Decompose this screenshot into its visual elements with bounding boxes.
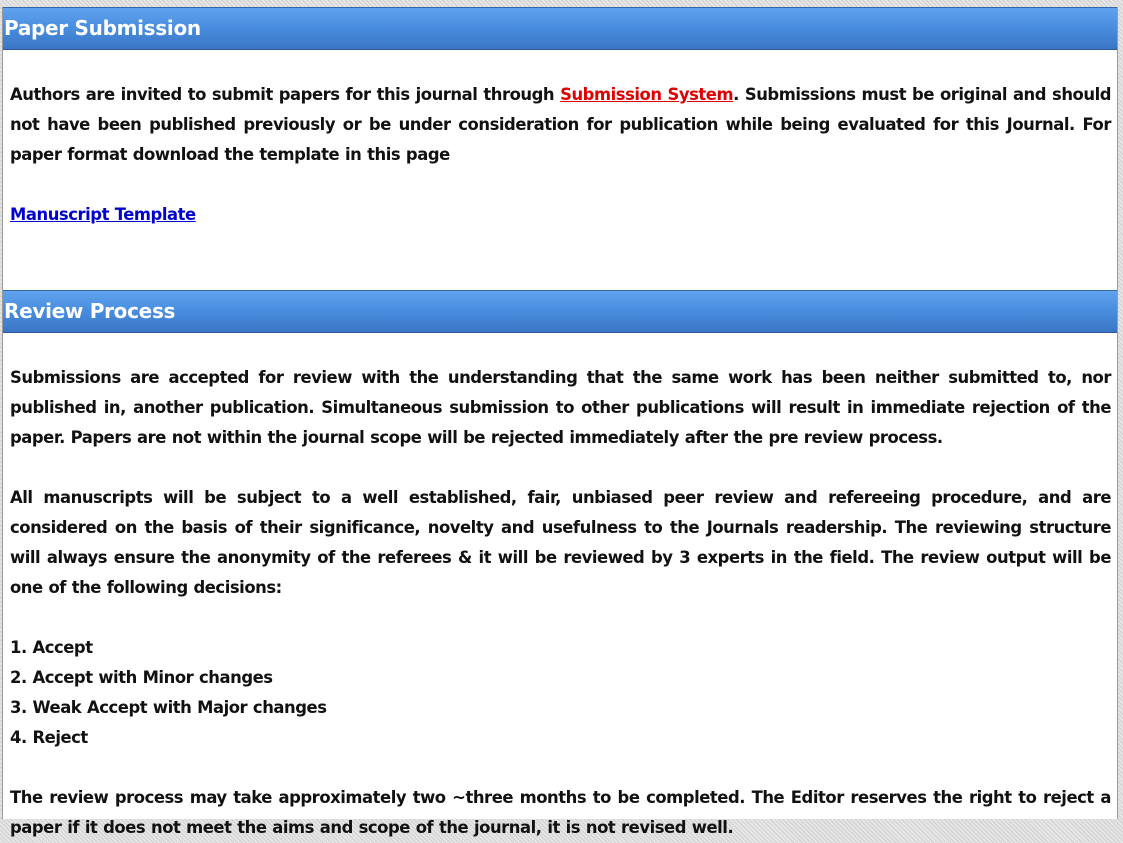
paper-submission-heading: Paper Submission [3,7,1117,50]
spacer [10,170,1111,200]
submission-intro-paragraph [10,80,1111,170]
paper-submission-section [3,50,1117,290]
content-panel [2,7,1118,837]
review-process-section [3,333,1117,843]
spacer [10,453,1111,483]
decision-item-major: 3. Weak Accept with Major changes [10,698,327,717]
spacer [10,230,1111,260]
spacer [10,603,1111,633]
review-paragraph-2: All manuscripts will be subject to a well established, fair, unbiased peer review and refereeing procedure, and are considered on the basis of their significance, novelty and usefulness to the Journals readership. The reviewing structure will always ensure the anonymity of the referees & it will be reviewed by 3 experts in the field. The review output will be one of the following decisions: [10,488,1111,597]
submission-system-link[interactable]: Submission System [560,85,734,104]
review-paragraph-1: Submissions are accepted for review with the understanding that the same work has been neither submitted to, nor published in, another publication. Simultaneous submission to other publications will result in immediate rejection of the paper. Papers are not within the journal scope will be rejected immediately after the pre review process. [10,368,1111,447]
spacer [10,260,1111,290]
template-link-paragraph [10,200,1111,230]
decision-item-reject: 4. Reject [10,728,88,747]
intro-text-continued: . Submissions must be original and should not have been published previously or be under consideration for publication while being evaluated for this Journal. For paper format download the template in this page [10,85,1112,164]
review-paragraph-3: The review process may take approximately two ~three months to be completed. The Editor reserves the right to reject a paper if it does not meet the aims and scope of the journal, it is not revised well. [10,788,1111,837]
spacer [10,333,1111,363]
manuscript-template-link[interactable]: Manuscript Template [10,205,196,224]
spacer [10,50,1111,80]
review-process-heading: Review Process [3,290,1117,333]
spacer [10,753,1111,783]
intro-text: Authors are invited to submit papers for this journal through [10,85,561,104]
decision-item-minor: 2. Accept with Minor changes [10,668,273,687]
decision-item-accept: 1. Accept [10,638,93,657]
